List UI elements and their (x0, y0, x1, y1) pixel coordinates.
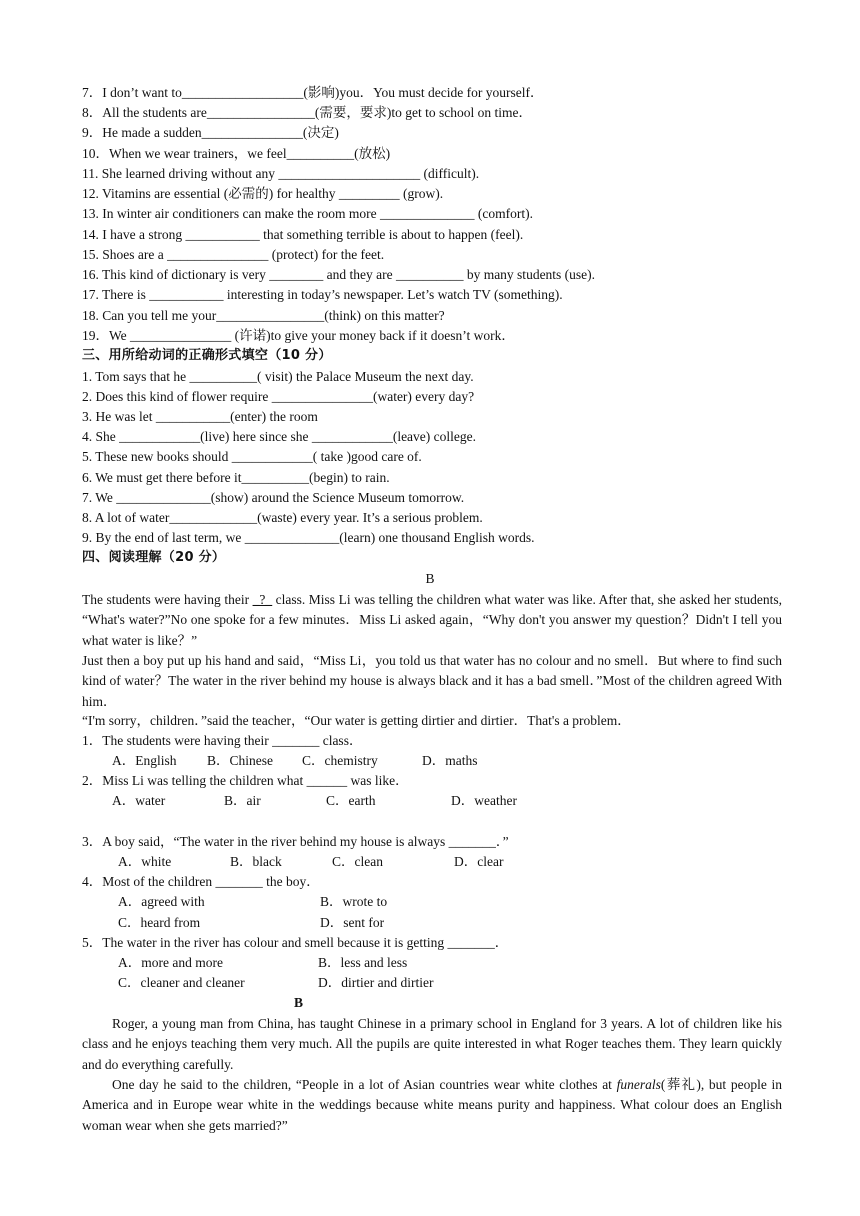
option: A．English (112, 753, 177, 768)
question-3-options (118, 853, 503, 871)
question-3-stem: 3．A boy said，“The water in the river behind my house is always _______．” (82, 834, 509, 849)
passage-a-paragraph-1 (82, 590, 782, 651)
question-4-option-d: D．sent for (320, 915, 385, 930)
option: D．maths (422, 753, 478, 768)
passage-b-italic-word: funerals (616, 1077, 661, 1092)
question-5-option-a: A．more and more (118, 955, 223, 970)
vocab-item-8: 8．All the students are________________(需要，要求)to get to school on time． (82, 105, 532, 120)
vocab-item-17: 17. There is ___________ interesting in today’s newspaper. Let’s watch TV (something). (82, 287, 563, 302)
option: A．white (118, 854, 172, 869)
passage-b-paragraph-1: Roger, a young man from China, has taught Chinese in a primary school in England for 3 years. A lot of children like his class and he enjoys teaching them very much. All the pupils are quite interested in what Roger teaches them. They learn quickly and do everything carefully. (82, 1016, 782, 1072)
vocab-item-14: 14. I have a strong ___________ that something terrible is about to happen (feel). (82, 227, 524, 242)
passage-b-paragraph-2 (82, 1075, 782, 1136)
vocab-item-15: 15. Shoes are a _______________ (protect) for the feet. (82, 247, 385, 262)
vocab-item-12: 12. Vitamins are essential (必需的) for healthy _________ (grow). (82, 186, 444, 201)
question-2-stem: 2．Miss Li was telling the children what ______ was like． (82, 773, 409, 788)
vocab-item-11: 11. She learned driving without any _____________________ (difficult). (82, 166, 480, 181)
question-5-option-b: B．less and less (318, 955, 408, 970)
passage-a-p1-text: The students were having their (82, 592, 253, 607)
passage-a-letter: B (425, 571, 435, 586)
option: D．clear (454, 854, 504, 869)
passage-b-p2-text: One day he said to the children, “People in a lot of Asian countries wear white clothes at (112, 1077, 617, 1092)
verb-item-8: 8. A lot of water_____________(waste) every year. It’s a serious problem. (82, 510, 483, 525)
vocab-item-7: 7．I don’t want to__________________(影响)you．You must decide for yourself． (82, 85, 544, 100)
vocab-item-13: 13. In winter air conditioners can make the room more ______________ (comfort). (82, 206, 534, 221)
verb-item-3: 3. He was let ___________(enter) the room (82, 409, 318, 424)
question-1-options (112, 752, 478, 770)
verb-item-2: 2. Does this kind of flower require _______________(water) every day? (82, 389, 475, 404)
verb-item-7: 7. We ______________(show) around the Science Museum tomorrow. (82, 490, 465, 505)
vocab-item-9: 9．He made a sudden_______________(决定) (82, 125, 339, 140)
passage-b-letter: B (294, 995, 304, 1010)
option: D．weather (451, 793, 517, 808)
option: B．air (224, 793, 261, 808)
question-1-stem: 1．The students were having their _______ class． (82, 733, 363, 748)
option: A．water (112, 793, 166, 808)
question-2-options (112, 792, 517, 810)
vocab-item-18: 18. Can you tell me your________________(think) on this matter? (82, 308, 445, 323)
verb-item-4: 4. She ____________(live) here since she ____________(leave) college. (82, 429, 477, 444)
vocab-item-19: 19．We _______________ (许诺)to give your money back if it doesn’t work． (82, 328, 515, 343)
question-4-stem: 4．Most of the children _______ the boy． (82, 874, 320, 889)
verb-item-5: 5. These new books should ____________( take )good care of. (82, 449, 422, 464)
option: C．clean (332, 854, 383, 869)
section-3-heading: 三、用所给动词的正确形式填空（10 分） (82, 348, 332, 363)
question-5-option-d: D．dirtier and dirtier (318, 975, 434, 990)
question-5-option-c: C．cleaner and cleaner (118, 975, 245, 990)
section-4-heading: 四、阅读理解（20 分） (82, 550, 226, 565)
question-4-option-a: A．agreed with (118, 894, 205, 909)
vocab-item-10: 10．When we wear trainers，we feel__________(放松) (82, 146, 391, 161)
passage-a-p1-text-cont: class. Miss Li was telling the children what water was like. After that, she asked her students, “What's water?”No one spoke for a few minutes．Miss Li asked again，“Why don't you answer my question？Didn't I tell you what water is like？” (82, 592, 782, 648)
option: B．black (230, 854, 282, 869)
option: C．chemistry (302, 753, 378, 768)
verb-item-9: 9. By the end of last term, we ______________(learn) one thousand English words. (82, 530, 535, 545)
passage-a-paragraph-3: “I'm sorry，children．”said the teacher，“Our water is getting dirtier and dirtier．That's a problem． (82, 713, 631, 728)
passage-a-blank: _?_ (252, 592, 273, 607)
question-4-option-c: C．heard from (118, 915, 201, 930)
verb-item-6: 6. We must get there before it__________(begin) to rain. (82, 470, 390, 485)
option: C．earth (326, 793, 376, 808)
question-5-stem: 5．The water in the river has colour and smell because it is getting _______． (82, 935, 509, 950)
passage-b-p2-text-cont: (葬礼), but people in America and in Europe wear white in the weddings because white means purity and happiness. What colour does an English woman wear when she gets married?” (82, 1077, 782, 1133)
option: B．Chinese (207, 753, 273, 768)
passage-a-paragraph-2: Just then a boy put up his hand and said，“Miss Li，you told us that water has no colour and no smell．But where to find such kind of water？The water in the river behind my house is always black and it has a bad smell．”Most of the children agreed With him． (82, 653, 782, 709)
verb-item-1: 1. Tom says that he __________( visit) the Palace Museum the next day. (82, 369, 474, 384)
vocab-item-16: 16. This kind of dictionary is very ________ and they are __________ by many students (use). (82, 267, 596, 282)
question-4-option-b: B．wrote to (320, 894, 388, 909)
